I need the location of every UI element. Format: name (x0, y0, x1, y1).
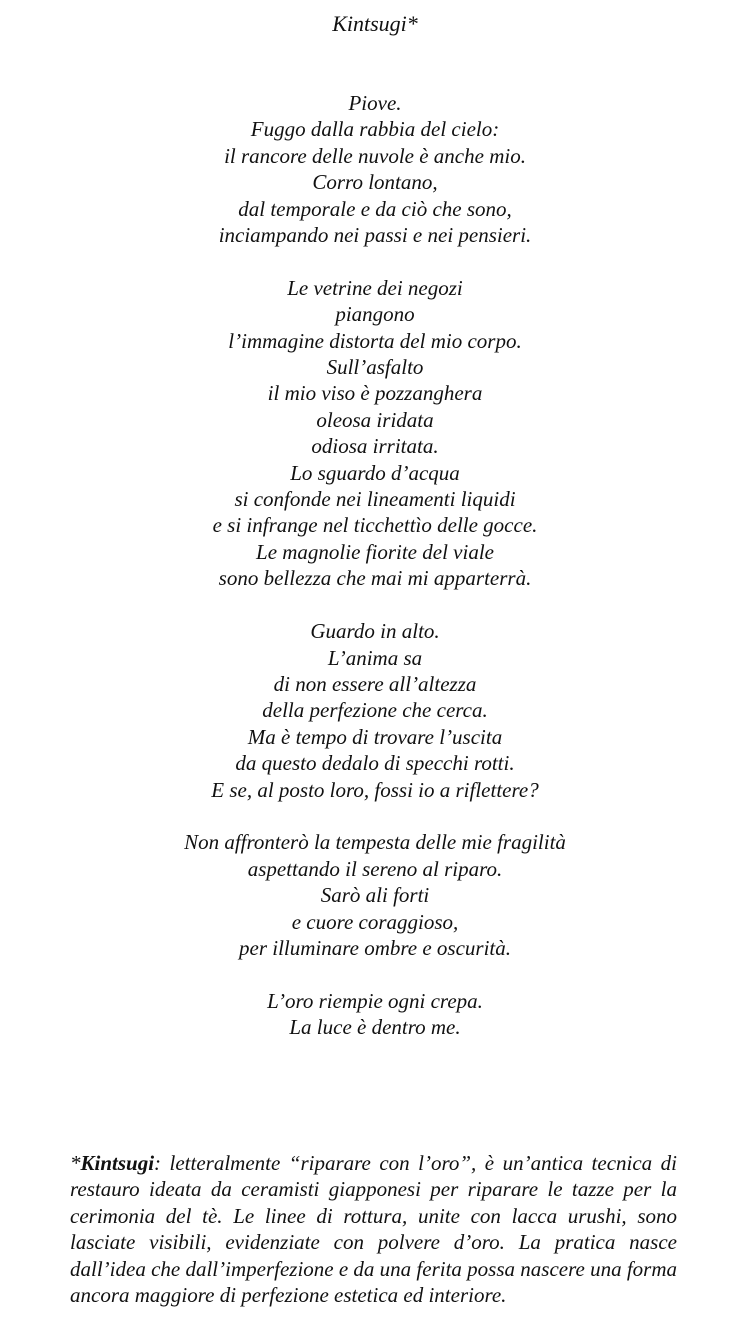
poem-line: Ma è tempo di trovare l’uscita (247, 724, 503, 749)
footnote-text: : letteralmente “riparare con l’oro”, è un’antica tecnica di restauro ideata da ceramisti giapponesi per riparare le tazze per la cerimonia del tè. Le linee di rottura, unite con lacca urushi, sono lasciate visibili, evidenziate con polvere d’oro. La pratica nasce dall’idea che dall’imperfezione e da una ferita possa nascere una forma ancora maggiore di perfezione estetica ed interiore. (70, 1151, 677, 1308)
poem-line: oleosa iridata (316, 407, 434, 432)
poem-line: della perfezione che cerca. (262, 698, 488, 723)
poem-line: e si infrange nel ticchettìo delle gocce. (212, 513, 538, 538)
poem-line: Sull’asfalto (326, 355, 424, 380)
poem-line: piangono (335, 302, 415, 327)
poem-line: e cuore coraggioso, (291, 909, 459, 934)
footnote-term: Kintsugi (80, 1151, 155, 1175)
poem-line: Guardo in alto. (310, 619, 440, 644)
stanza-3 (0, 618, 750, 803)
poem-line: La luce è dentro me. (289, 1015, 461, 1040)
poem-line: Sarò ali forti (320, 883, 430, 908)
poem-line: il rancore delle nuvole è anche mio. (224, 143, 526, 168)
poem-line: sono bellezza che mai mi apparterrà. (218, 566, 532, 591)
poem-line: dal temporale e da ciò che sono, (238, 196, 512, 221)
poem-line: da questo dedalo di specchi rotti. (235, 751, 515, 776)
stanza-4 (0, 829, 750, 961)
poem-line: Lo sguardo d’acqua (290, 460, 460, 485)
stanza-2 (0, 275, 750, 592)
footnote-marker: * (70, 1151, 81, 1175)
poem-line: si confonde nei lineamenti liquidi (234, 487, 516, 512)
poem-line: Le magnolie fiorite del viale (256, 539, 494, 564)
poem-line: il mio viso è pozzanghera (267, 381, 483, 406)
poem-line: Corro lontano, (312, 170, 438, 195)
poem-line: Non affronterò la tempesta delle mie fragilità (184, 830, 566, 855)
poem-line: l’immagine distorta del mio corpo. (228, 328, 522, 353)
stanza-5 (0, 988, 750, 1041)
poem-line: E se, al posto loro, fossi io a riflettere? (211, 777, 539, 802)
poem-line: odiosa irritata. (311, 434, 439, 459)
stanza-1 (0, 90, 750, 248)
poem-line: per illuminare ombre e oscurità. (239, 935, 511, 960)
poem-line: inciampando nei passi e nei pensieri. (218, 223, 532, 248)
poem-line: Fuggo dalla rabbia del cielo: (250, 117, 500, 142)
poem-line: di non essere all’altezza (273, 671, 477, 696)
poem-line: Piove. (348, 91, 402, 115)
poem-line: L’anima sa (327, 645, 423, 670)
poem-title: Kintsugi* (332, 11, 418, 36)
poem-line: Le vetrine dei negozi (287, 275, 463, 300)
poem-body (0, 90, 750, 1067)
footnote (70, 1150, 677, 1308)
poem-line: L’oro riempie ogni crepa. (267, 988, 483, 1013)
poem-line: aspettando il sereno al riparo. (247, 856, 503, 881)
